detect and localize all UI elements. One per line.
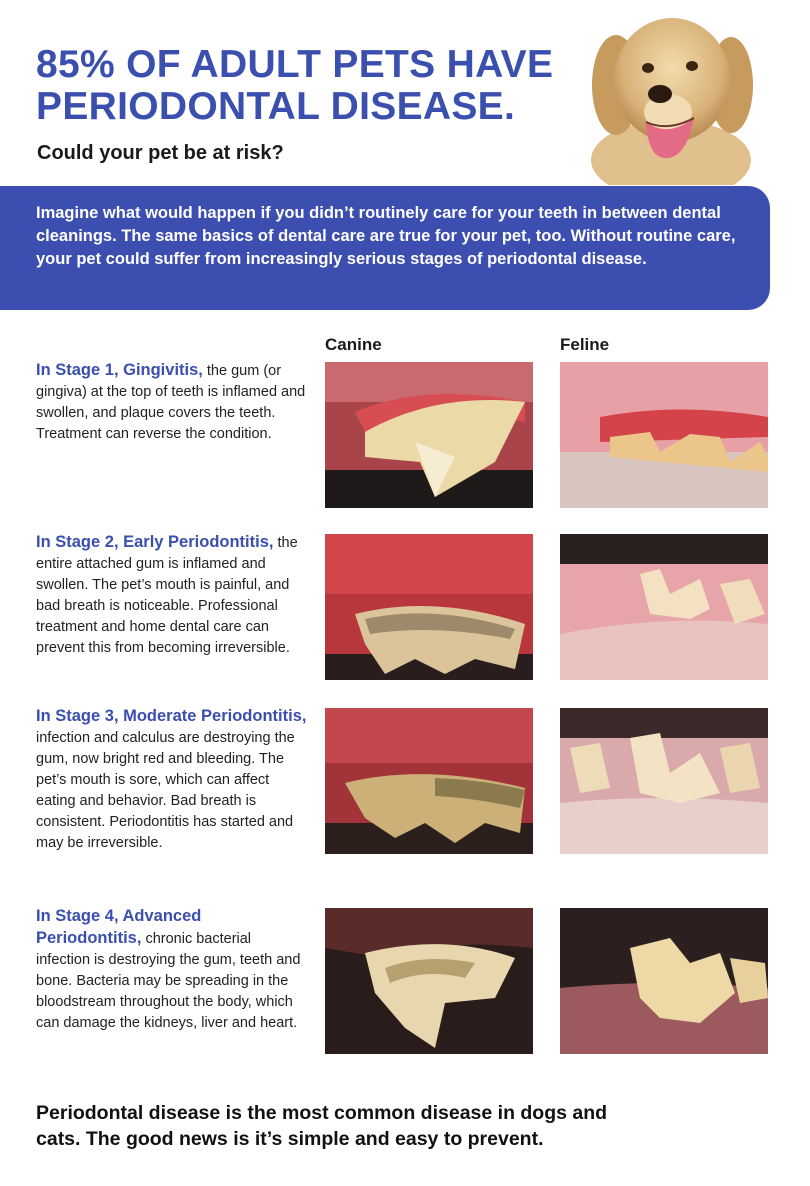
- stage-2-feline-photo: [560, 534, 768, 680]
- stage-3-title: In Stage 3, Moderate Periodontitis,: [36, 707, 307, 725]
- stage-3-description: [36, 706, 308, 854]
- stage-1-title: In Stage 1, Gingivitis,: [36, 361, 203, 379]
- stage-2-title: In Stage 2, Early Periodontitis,: [36, 533, 274, 551]
- stage-1-canine-photo: [325, 362, 533, 508]
- subheadline: Could your pet be at risk?: [37, 142, 284, 164]
- dog-photo: [586, 10, 756, 185]
- stage-3-feline-photo: [560, 708, 768, 854]
- stage-4-feline-photo: [560, 908, 768, 1054]
- feline-column-header: Feline: [560, 335, 610, 354]
- stage-4-title: In Stage 4, Advanced Periodontitis,: [36, 907, 202, 947]
- footer-statement: Periodontal disease is the most common disease in dogs and cats. The good news is it’s simple and easy to prevent.: [36, 1102, 608, 1150]
- stage-3-body: infection and calculus are destroying the gum, now bright red and bleeding. The pet’s mouth is sore, which can affect eating and behavior. Bad breath is consistent. Periodontitis has started and may be irreversible.: [36, 730, 295, 851]
- stage-4-description: [36, 906, 308, 1034]
- stage-2-body: the entire attached gum is inflamed and swollen. The pet’s mouth is painful, and bad breath is noticeable. Professional treatment and home dental care can prevent this from becoming irreversible.: [36, 535, 298, 656]
- stage-1-feline-photo: [560, 362, 768, 508]
- headline: [36, 44, 596, 128]
- stage-1-description: [36, 360, 308, 445]
- canine-column-header: Canine: [325, 335, 382, 354]
- headline-line-1: 85% OF ADULT PETS HAVE: [36, 43, 554, 86]
- stage-4-body: chronic bacterial infection is destroying the gum, teeth and bone. Bacteria may be spreading in the bloodstream throughout the body, which can damage the kidneys, liver and heart.: [36, 931, 301, 1031]
- intro-text: Imagine what would happen if you didn’t routinely care for your teeth in between dental cleanings. The same basics of dental care are true for your pet, too. Without routine care, your pet could suffer from increasingly serious stages of periodontal disease.: [36, 204, 736, 268]
- stage-1-body: the gum (or gingiva) at the top of teeth is inflamed and swollen, and plaque covers the teeth. Treatment can reverse the condition.: [36, 363, 306, 442]
- stage-2-description: [36, 532, 308, 659]
- stage-4-canine-photo: [325, 908, 533, 1054]
- stage-3-canine-photo: [325, 708, 533, 854]
- headline-line-2: PERIODONTAL DISEASE.: [36, 85, 516, 128]
- stage-2-canine-photo: [325, 534, 533, 680]
